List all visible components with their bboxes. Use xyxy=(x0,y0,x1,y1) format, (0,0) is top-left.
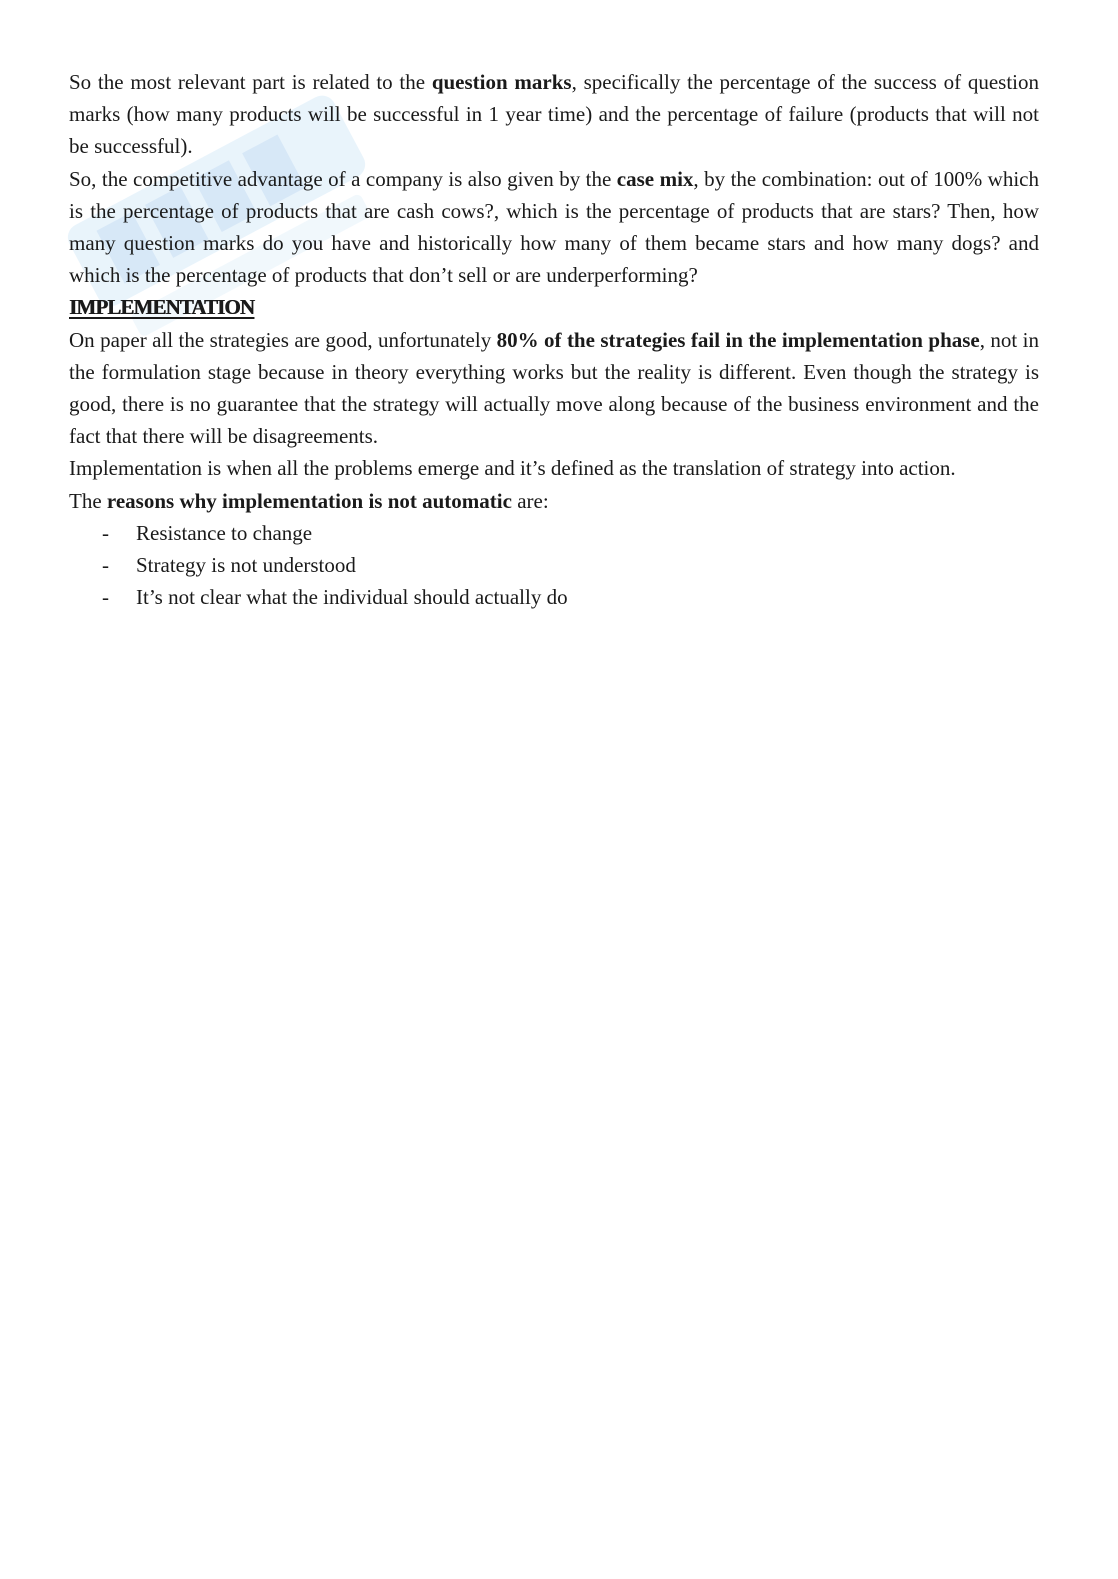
text-run: The xyxy=(69,488,107,513)
list-item xyxy=(69,517,1039,549)
list-item xyxy=(69,549,1039,581)
paragraph-implementation-failure xyxy=(69,324,1039,453)
paragraph-implementation-definition: Implementation is when all the problems emerge and it’s defined as the translation of strategy into action. xyxy=(69,456,956,481)
list-item xyxy=(69,581,1039,613)
list-item-text: Resistance to change xyxy=(136,520,313,545)
paragraph-question-marks xyxy=(69,66,1039,163)
text-run: So the most relevant part is related to the xyxy=(69,70,432,94)
bullet-dash: - xyxy=(102,520,109,545)
bold-reasons: reasons why implementation is not automatic xyxy=(106,488,512,513)
text-run: are: xyxy=(511,488,549,513)
bold-question-marks: question marks xyxy=(431,70,572,94)
text-run: On paper all the strategies are good, unfortunately xyxy=(69,327,497,352)
text-run: , specifically the percentage of the success of question marks (how many products will be successful in 1 year time) and the percentage of failure (products that will not be successful). xyxy=(69,70,1039,159)
text-run: , by the combination: out of 100% which is the percentage of products that are cash cows?, which is the percentage of products that are stars? Then, how many question marks do you have and historically how many of them became stars and how many dogs? and which is the percentage of products that don’t sell or are underperforming? xyxy=(69,166,1039,288)
bullet-dash: - xyxy=(102,585,109,610)
bullet-dash: - xyxy=(102,553,109,578)
text-run: , not in the formulation stage because in theory everything works but the reality is different. Even though the strategy is good, there is no guarantee that the strategy will actually move along because of the business environment and the fact that there will be disagreements. xyxy=(69,327,1040,449)
paragraph-case-mix xyxy=(69,163,1039,292)
reasons-list xyxy=(69,517,1039,614)
bold-failure-stat: 80% of the strategies fail in the implementation phase xyxy=(496,327,980,352)
document-page xyxy=(69,66,1039,613)
text-run: So, the competitive advantage of a company is also given by the xyxy=(69,166,617,191)
bold-case-mix: case mix xyxy=(616,166,694,191)
paragraph-reasons-intro xyxy=(69,485,1039,517)
list-item-text: Strategy is not understood xyxy=(136,553,356,578)
section-heading-implementation: IMPLEMENTATION xyxy=(69,295,254,320)
list-item-text: It’s not clear what the individual should actually do xyxy=(136,585,568,610)
